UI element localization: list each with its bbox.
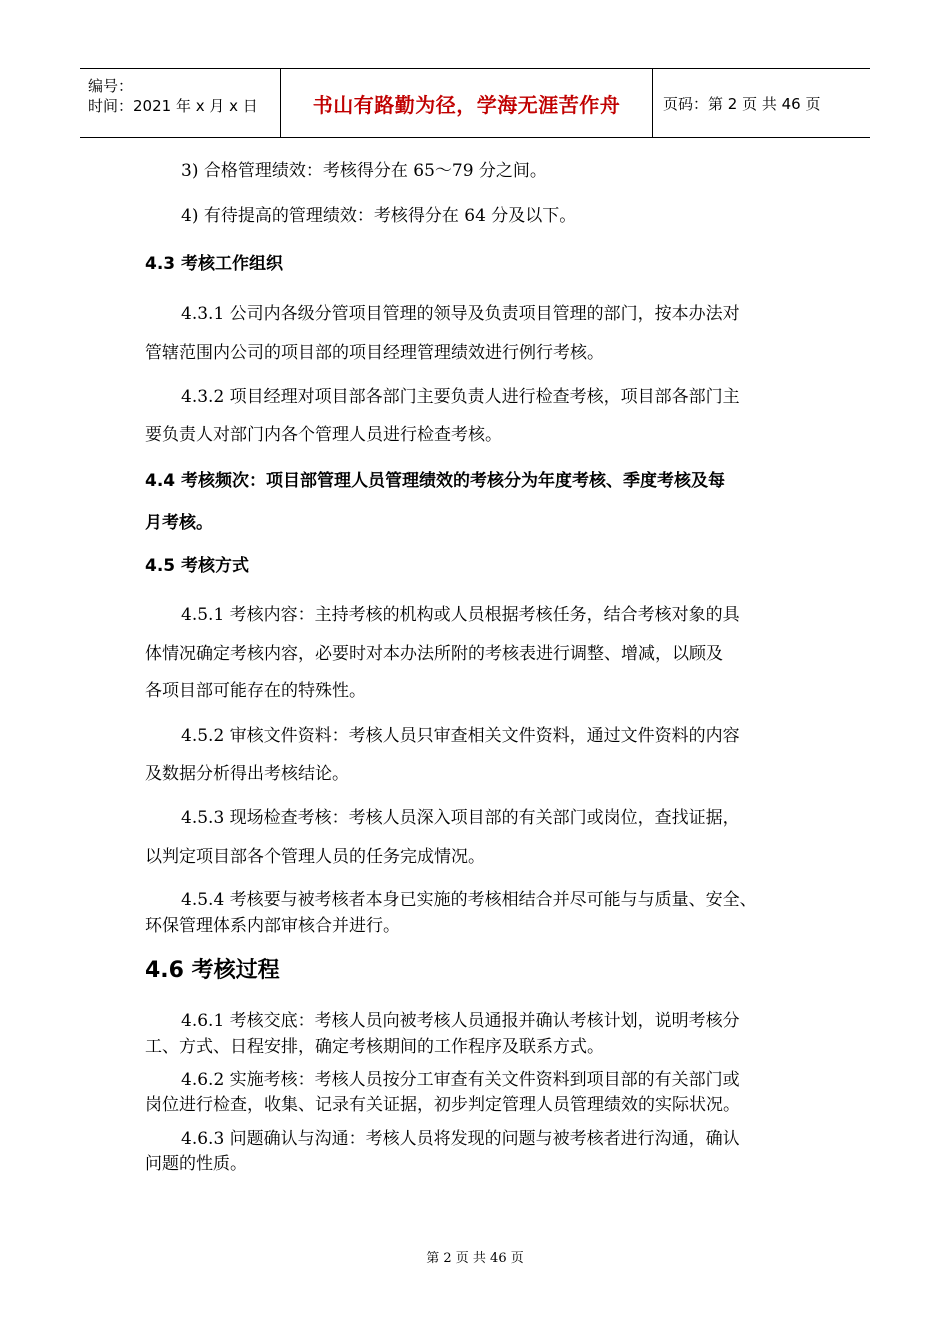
paragraph-line: 4.6.1 考核交底：考核人员向被考核人员通报并确认考核计划，说明考核分 [181, 1011, 740, 1031]
section-heading: 4.3 考核工作组织 [145, 254, 284, 274]
paragraph-line: 管辖范围内公司的项目部的项目经理管理绩效进行例行考核。 [145, 343, 604, 363]
header-motto-cell [281, 69, 653, 137]
section-heading: 4.6 考核过程 [145, 958, 280, 983]
document-date: 时间：2021 年 x 月 x 日 [88, 97, 258, 115]
page-footer: 第 2 页 共 46 页 [426, 1251, 524, 1266]
paragraph-line: 问题的性质。 [145, 1154, 247, 1174]
document-number-label: 编号： [88, 77, 134, 95]
header-motto: 书山有路勤为径，学海无涯苦作舟 [312, 92, 621, 117]
header-page-info: 页码：第 2 页 共 46 页 [663, 94, 821, 113]
header-meta [80, 69, 281, 137]
paragraph-line: 4.5.4 考核要与被考核者本身已实施的考核相结合并尽可能与与质量、安全、 [181, 890, 757, 910]
header-page-cell [653, 69, 870, 137]
paragraph-line: 及数据分析得出考核结论。 [145, 764, 349, 784]
paragraph-line: 各项目部可能存在的特殊性。 [145, 681, 366, 701]
section-heading: 4.5 考核方式 [145, 556, 250, 576]
paragraph-line: 要负责人对部门内各个管理人员进行检查考核。 [145, 425, 502, 445]
paragraph-line: 4.3.2 项目经理对项目部各部门主要负责人进行检查考核，项目部各部门主 [181, 387, 740, 407]
list-item: 3) 合格管理绩效：考核得分在 65～79 分之间。 [181, 161, 547, 181]
paragraph-line: 环保管理体系内部审核合并进行。 [145, 916, 400, 936]
paragraph-line: 4.6.3 问题确认与沟通：考核人员将发现的问题与被考核者进行沟通，确认 [181, 1129, 740, 1149]
section-heading: 月考核。 [145, 513, 213, 533]
paragraph-line: 工、方式、日程安排，确定考核期间的工作程序及联系方式。 [145, 1037, 604, 1057]
paragraph-line: 4.6.2 实施考核：考核人员按分工审查有关文件资料到项目部的有关部门或 [181, 1070, 740, 1090]
paragraph-line: 以判定项目部各个管理人员的任务完成情况。 [145, 847, 485, 867]
section-heading: 4.4 考核频次：项目部管理人员管理绩效的考核分为年度考核、季度考核及每 [145, 471, 726, 491]
paragraph-line: 4.3.1 公司内各级分管项目管理的领导及负责项目管理的部门，按本办法对 [181, 304, 740, 324]
paragraph-line: 岗位进行检查，收集、记录有关证据，初步判定管理人员管理绩效的实际状况。 [145, 1095, 740, 1115]
list-item: 4) 有待提高的管理绩效：考核得分在 64 分及以下。 [181, 206, 577, 226]
paragraph-line: 4.5.1 考核内容：主持考核的机构或人员根据考核任务，结合考核对象的具 [181, 605, 740, 625]
paragraph-line: 体情况确定考核内容，必要时对本办法所附的考核表进行调整、增减，以顾及 [145, 644, 723, 664]
page-header [80, 68, 870, 138]
paragraph-line: 4.5.3 现场检查考核：考核人员深入项目部的有关部门或岗位，查找证据， [181, 808, 740, 828]
paragraph-line: 4.5.2 审核文件资料：考核人员只审查相关文件资料，通过文件资料的内容 [181, 726, 740, 746]
